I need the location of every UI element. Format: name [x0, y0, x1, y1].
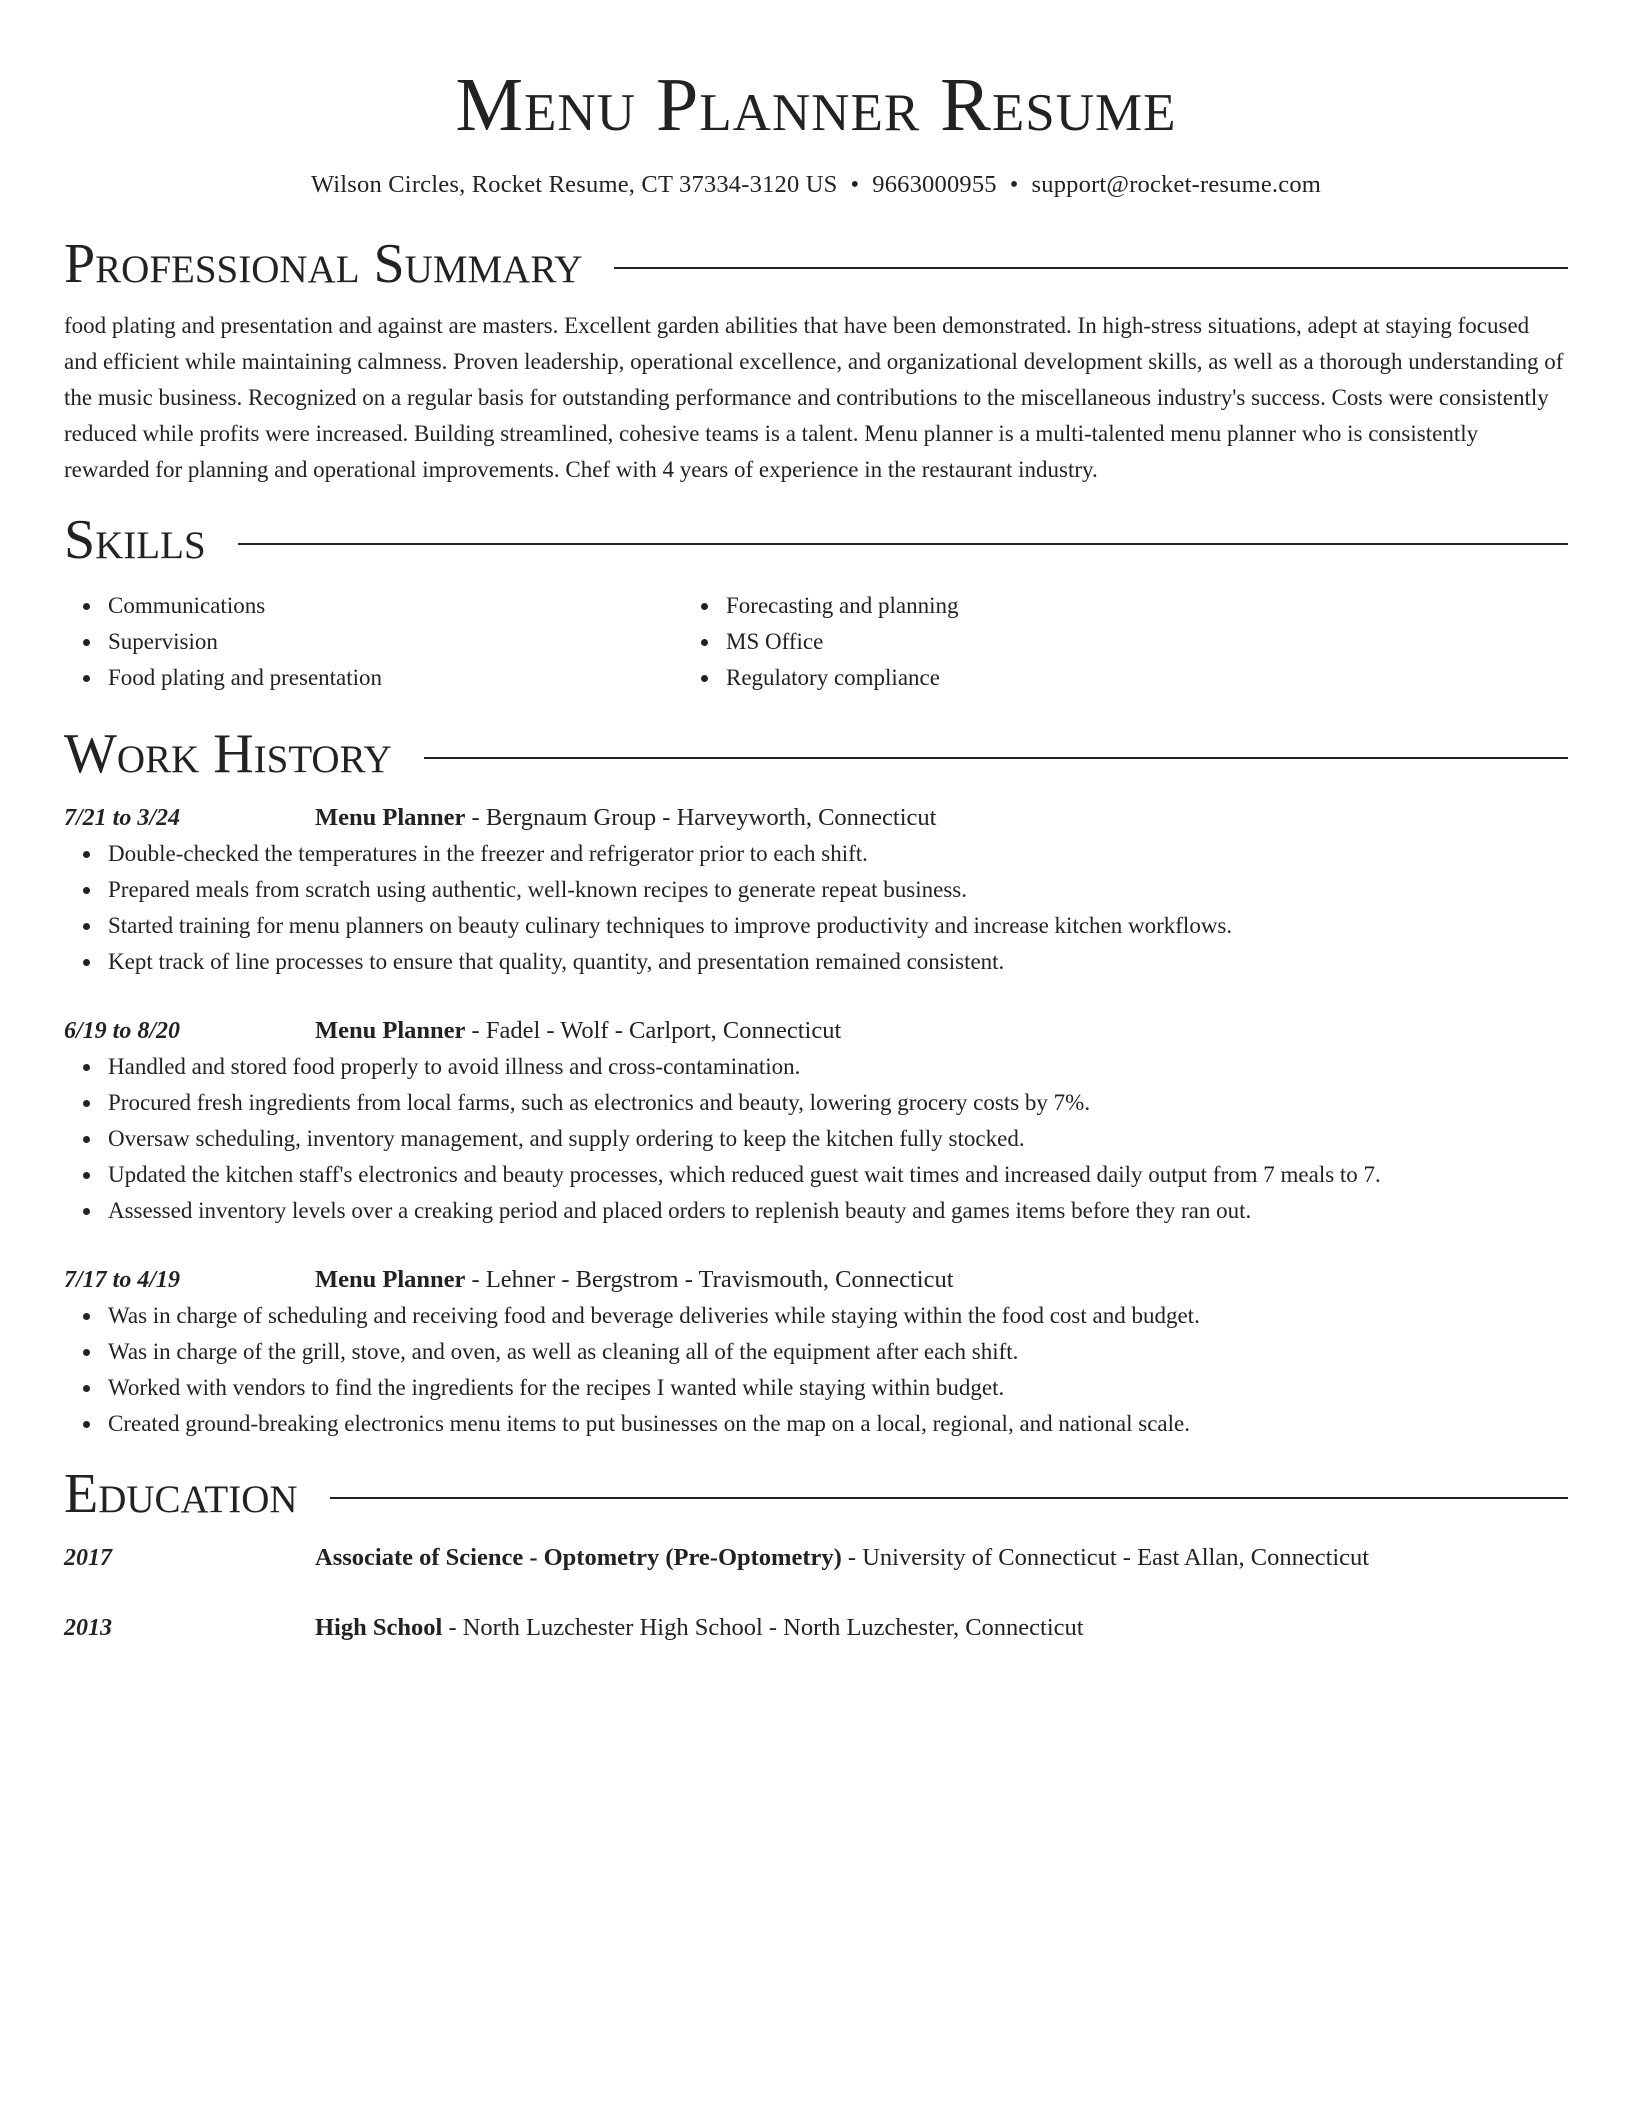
job-dates: 7/21 to 3/24: [64, 805, 181, 831]
skills-section-header: [64, 508, 1568, 572]
job-details: - Fadel - Wolf - Carlport, Connecticut: [465, 1017, 842, 1044]
job-bullets: [64, 1298, 1568, 1442]
summary-text: food plating and presentation and against are masters. Excellent garden abilities that have been demonstrated. In high-stress situations, adept at staying focused and efficient while maintaining calmness. Proven leadership, operational excellence, and organizational development skills, as well as a thorough understanding of the music business. Recognized on a regular basis for outstanding performance and contributions to the miscellaneous industry's success. Costs were consistently reduced while profits were increased. Building streamlined, cohesive teams is a talent. Menu planner is a multi-talented menu planner who is consistently rewarded for planning and operational improvements. Chef with 4 years of experience in the restaurant industry.: [64, 313, 1564, 482]
education-year: 2013: [64, 1615, 112, 1641]
contact-separator: •: [850, 171, 860, 198]
school-details: - North Luzchester High School - North Luzchester, Connecticut: [442, 1614, 1084, 1641]
skill-item: Supervision: [108, 624, 682, 660]
job-title: Menu Planner: [315, 1017, 466, 1044]
email: support@rocket-resume.com: [1031, 171, 1322, 198]
section-divider: [614, 267, 1568, 269]
skills-list: [64, 588, 1568, 696]
education-entry: [64, 1610, 1568, 1646]
job-bullet: Procured fresh ingredients from local farms, such as electronics and beauty, lowering grocery costs by 7%.: [108, 1085, 1568, 1121]
section-divider: [238, 543, 1568, 545]
job-details: - Lehner - Bergstrom - Travismouth, Connecticut: [465, 1266, 954, 1293]
skill-item: Communications: [108, 588, 682, 624]
education-section-header: [64, 1462, 1568, 1526]
job-entry: [64, 1262, 1568, 1442]
job-bullet: Created ground-breaking electronics menu items to put businesses on the map on a local, regional, and national scale.: [108, 1406, 1568, 1442]
job-bullet: Was in charge of the grill, stove, and oven, as well as cleaning all of the equipment after each shift.: [108, 1334, 1568, 1370]
job-heading: [315, 800, 936, 836]
education-heading: Education: [64, 1463, 298, 1525]
job-title: Menu Planner: [315, 1266, 466, 1293]
job-entry: [64, 1013, 1568, 1229]
work-heading: Work History: [64, 723, 392, 785]
job-bullet: Handled and stored food properly to avoid illness and cross-contamination.: [108, 1049, 1568, 1085]
skills-column-right: [682, 588, 1568, 696]
skill-item: Regulatory compliance: [726, 660, 1568, 696]
address: Wilson Circles, Rocket Resume, CT 37334-3120 US: [310, 171, 838, 198]
job-heading: [315, 1262, 954, 1298]
education-heading-line: [315, 1540, 1369, 1576]
resume-title: Menu Planner Resume: [455, 63, 1177, 147]
job-bullet: Worked with vendors to find the ingredients for the recipes I wanted while staying within budget.: [108, 1370, 1568, 1406]
skill-item: Food plating and presentation: [108, 660, 682, 696]
contact-line: [64, 170, 1568, 200]
job-bullet: Double-checked the temperatures in the freezer and refrigerator prior to each shift.: [108, 836, 1568, 872]
education-entry: [64, 1540, 1568, 1576]
degree: Associate of Science - Optometry (Pre-Optometry): [315, 1544, 842, 1571]
job-details: - Bergnaum Group - Harveyworth, Connecticut: [465, 804, 937, 831]
job-bullet: Was in charge of scheduling and receiving food and beverage deliveries while staying within the food cost and budget.: [108, 1298, 1568, 1334]
job-bullet: Started training for menu planners on beauty culinary techniques to improve productivity and increase kitchen workflows.: [108, 908, 1568, 944]
skill-item: Forecasting and planning: [726, 588, 1568, 624]
job-bullet: Kept track of line processes to ensure that quality, quantity, and presentation remained consistent.: [108, 944, 1568, 980]
phone: 9663000955: [872, 171, 997, 198]
job-bullets: [64, 1049, 1568, 1229]
job-title: Menu Planner: [315, 804, 466, 831]
summary-heading: Professional Summary: [64, 233, 583, 295]
section-divider: [424, 757, 1568, 759]
education-heading-line: [315, 1610, 1084, 1646]
contact-separator: •: [1009, 171, 1019, 198]
skill-item: MS Office: [726, 624, 1568, 660]
job-entry: [64, 800, 1568, 980]
degree: High School: [315, 1614, 443, 1641]
job-bullets: [64, 836, 1568, 980]
job-dates: 6/19 to 8/20: [64, 1018, 181, 1044]
job-bullet: Prepared meals from scratch using authentic, well-known recipes to generate repeat business.: [108, 872, 1568, 908]
job-bullet: Assessed inventory levels over a creaking period and placed orders to replenish beauty and games items before they ran out.: [108, 1193, 1568, 1229]
job-dates: 7/17 to 4/19: [64, 1267, 181, 1293]
section-divider: [330, 1497, 1568, 1499]
education-year: 2017: [64, 1545, 112, 1571]
school-details: - University of Connecticut - East Allan, Connecticut: [841, 1544, 1370, 1571]
job-bullet: Updated the kitchen staff's electronics and beauty processes, which reduced guest wait times and increased daily output from 7 meals to 7.: [108, 1157, 1568, 1193]
skills-column-left: [64, 588, 682, 696]
work-section-header: [64, 722, 1568, 786]
skills-heading: Skills: [64, 509, 206, 571]
job-bullet: Oversaw scheduling, inventory management, and supply ordering to keep the kitchen fully stocked.: [108, 1121, 1568, 1157]
resume-page: [64, 0, 1568, 1646]
summary-section-header: [64, 232, 1568, 296]
job-heading: [315, 1013, 841, 1049]
